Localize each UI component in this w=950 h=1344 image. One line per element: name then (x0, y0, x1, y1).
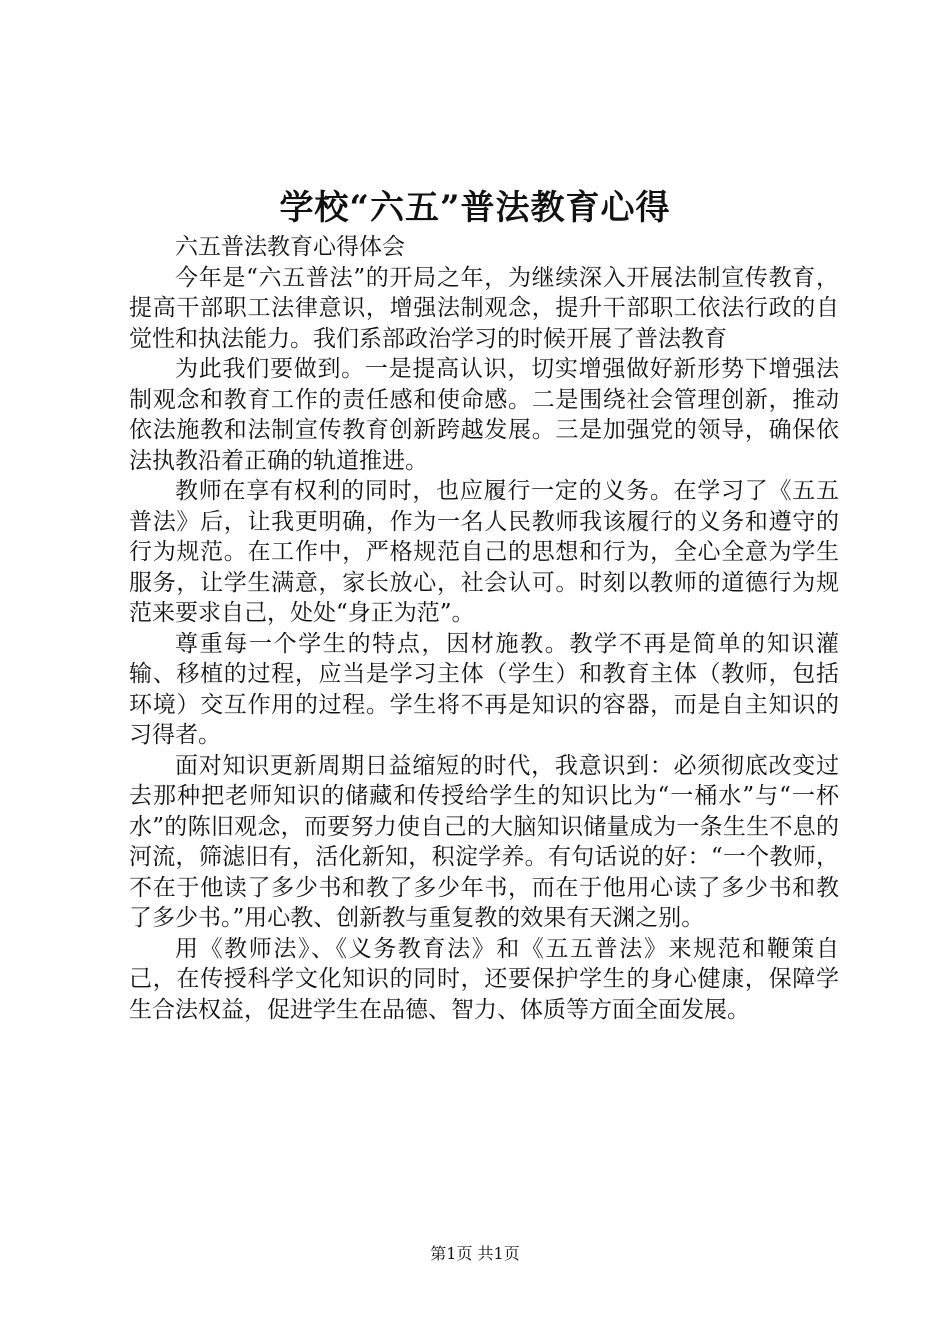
paragraph: 面对知识更新周期日益缩短的时代，我意识到：必须彻底改变过去那种把老师知识的储藏和传授给学生的知识比为“一桶水”与“一杯水”的陈旧观念，而要努力使自己的大脑知识储量成为一条生生不息的河流，筛滤旧有，活化新知，积淀学养。有句话说的好：“一个教师，不在于他读了多少书和教了多少年书，而在于他用心读了多少书和教了多少书。”用心教、创新教与重复教的效果有天渊之别。 (129, 752, 839, 931)
paragraph-subtitle: 六五普法教育心得体会 (175, 234, 405, 260)
paragraph: 尊重每一个学生的特点，因材施教。教学不再是简单的知识灌输、移植的过程，应当是学习主体（学生）和教育主体（教师，包括环境）交互作用的过程。学生将不再是知识的容器，而是自主知识的习得者。 (129, 630, 839, 748)
paragraph: 教师在享有权利的同时，也应履行一定的义务。在学习了《五五普法》后，让我更明确，作为一名人民教师我该履行的义务和遵守的行为规范。在工作中，严格规范自己的思想和行为，全心全意为学生服务，让学生满意，家长放心，社会认可。时刻以教师的道德行为规范来要求自己，处处“身正为范”。 (129, 478, 839, 626)
paragraph: 为此我们要做到。一是提高认识，切实增强做好新形势下增强法制观念和教育工作的责任感和使命感。二是围绕社会管理创新，推动依法施教和法制宣传教育创新跨越发展。三是加强党的领导，确保依法执教沿着正确的轨道推进。 (129, 356, 839, 474)
document-title: 学校“六五”普法教育心得 (279, 188, 671, 228)
paragraph: 今年是“六五普法”的开局之年，为继续深入开展法制宣传教育，提高干部职工法律意识，增强法制观念，提升干部职工依法行政的自觉性和执法能力。我们系部政治学习的时候开展了普法教育 (129, 264, 839, 352)
paragraph: 用《教师法》、《义务教育法》和《五五普法》来规范和鞭策自己，在传授科学文化知识的同时，还要保护学生的身心健康，保障学生合法权益，促进学生在品德、智力、体质等方面全面发展。 (129, 935, 839, 1023)
page-footer: 第1页 共1页 (430, 1244, 520, 1263)
document-body (129, 232, 839, 1025)
